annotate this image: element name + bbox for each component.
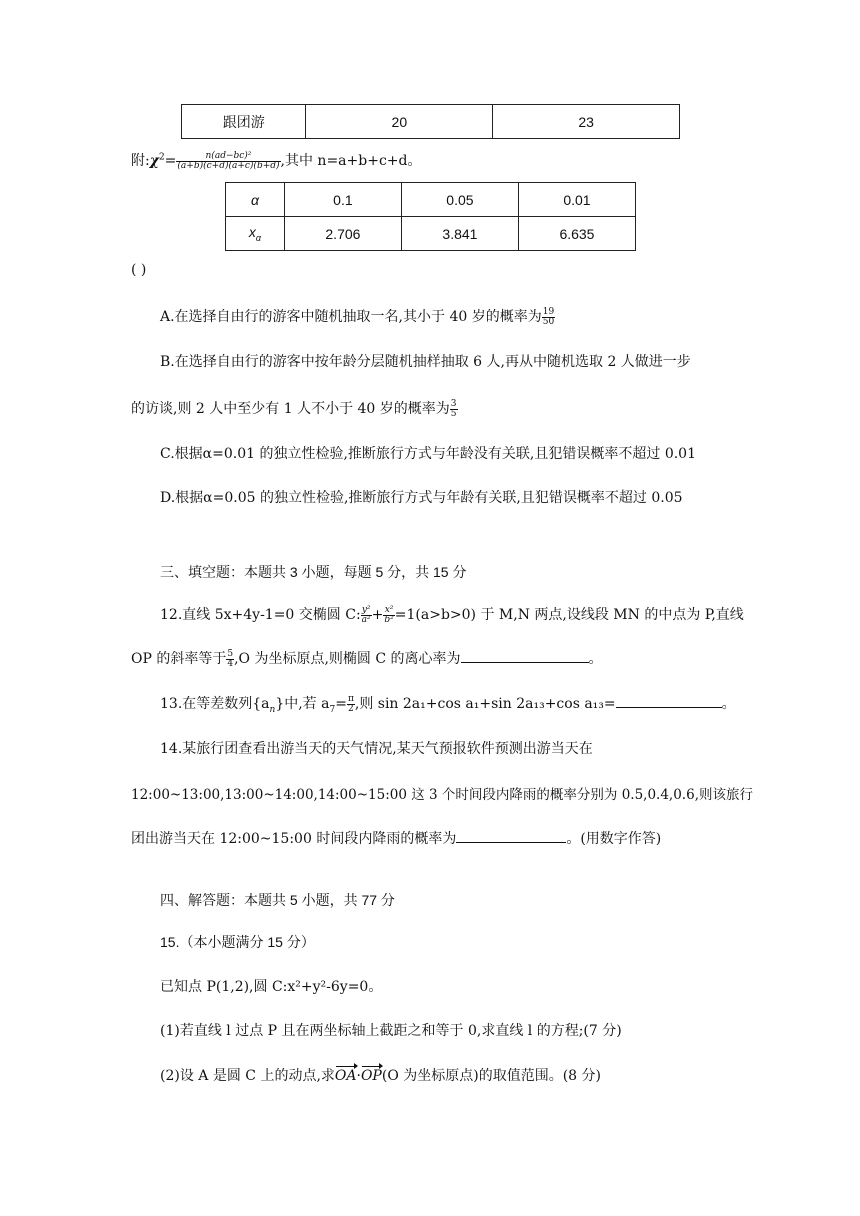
table-cell: 2.706 xyxy=(284,217,401,251)
answer-blank[interactable] xyxy=(616,695,722,708)
vector-op: OP xyxy=(360,1068,382,1084)
table-header-alpha: α xyxy=(226,183,285,217)
table-cell: 0.01 xyxy=(518,183,635,217)
table-row xyxy=(226,183,636,217)
fraction: $\frac{5}{4}$ xyxy=(227,648,234,669)
table-cell: 6.635 xyxy=(518,217,635,251)
question-14-line3: 团出游当天在 12:00~15:00 时间段内降雨的概率为 。(用数字作答) xyxy=(131,831,662,847)
answer-blank[interactable] xyxy=(456,830,566,843)
table-cell: 3.841 xyxy=(401,217,518,251)
question-15-stem: 已知点 P(1,2),圆 C:x²+y²-6y=0。 xyxy=(160,979,383,995)
critical-value-table xyxy=(225,182,636,251)
table-cell-label: 跟团游 xyxy=(182,105,306,139)
fraction: $\frac{3}{5}$ xyxy=(450,398,457,419)
vector-oa: OA xyxy=(334,1068,357,1084)
table-cell: 23 xyxy=(493,105,680,139)
fraction: $\frac{19}{50}$ xyxy=(542,306,555,327)
chi-square-formula: 附$:\chi^2=$ $\frac{\text{n(ad−bc)²}}{(a+b)(c+d)(a+c)(b+d)}$ ,其中 n=a+b+c+d。 xyxy=(131,150,422,171)
fraction: $\frac{\pi}{2}$ xyxy=(347,693,354,714)
fraction: $\frac{\text{y²}}{\text{a²}}$ xyxy=(361,604,371,625)
question-14-line2: 12:00~13:00,13:00~14:00,14:00~15:00 这 3 个时间段内降雨的概率分别为 0.5,0.4,0.6,则该旅行 xyxy=(131,787,753,803)
question-12-line1: 12.直线 5x+4y-1=0 交椭圆 C: $\frac{\text{y²}}{\text{a²}}$ + $\frac{\text{x²}}{\text{b²}}$ =1(a>b>0) 于 M,N 两点,设线段 MN 的中点为 P,直线 xyxy=(160,604,744,625)
table-row xyxy=(226,217,636,251)
section-4-title: 四、解答题：本题共 5 小题，共 77 分 xyxy=(160,892,395,908)
option-d: D.根据α=0.05 的独立性检验,推断旅行方式与年龄有关联,且犯错误概率不超过 0.05 xyxy=(160,490,683,506)
option-b-line2: 的访谈,则 2 人中至少有 1 人不小于 40 岁的概率为 $\frac{3}{5}$ xyxy=(131,398,457,419)
question-12-line2: OP 的斜率等于 $\frac{5}{4}$ ,O 为坐标原点,则椭圆 C 的离心率为 。 xyxy=(131,648,603,669)
question-15-part2: (2)设 A 是圆 C 上的动点,求OA·OP(O 为坐标原点)的取值范围。(8 分) xyxy=(160,1068,601,1084)
question-15-header: 15.（本小题满分 15 分） xyxy=(160,934,315,950)
table-header-x: $x_\alpha$ xyxy=(226,217,285,251)
question-14-line1: 14.某旅行团查看出游当天的天气情况,某天气预报软件预测出游当天在 xyxy=(160,741,593,757)
fraction: $\frac{\text{x²}}{\text{b²}}$ xyxy=(384,604,394,625)
table-cell: 20 xyxy=(306,105,493,139)
question-13: 13.在等差数列$\{a_n\}$中,若 $a_7=$ $\frac{\pi}{2}$ ,则 sin 2a₁+cos a₁+sin 2a₁₃+cos a₁₃= 。 xyxy=(160,693,736,715)
table-cell: 0.1 xyxy=(284,183,401,217)
formula-fraction: $\frac{\text{n(ad−bc)²}}{(a+b)(c+d)(a+c)(b+d)}$ xyxy=(177,150,280,171)
answer-parentheses: ( ) xyxy=(131,262,147,278)
table-row xyxy=(182,105,680,139)
section-3-title: 三、填空题：本题共 3 小题，每题 5 分，共 15 分 xyxy=(160,564,467,580)
frequency-table xyxy=(181,104,680,139)
option-c: C.根据α=0.01 的独立性检验,推断旅行方式与年龄没有关联,且犯错误概率不超过 0.01 xyxy=(160,446,696,462)
option-b-line1: B.在选择自由行的游客中按年龄分层随机抽样抽取 6 人,再从中随机选取 2 人做进一步 xyxy=(160,354,691,370)
table-cell: 0.05 xyxy=(401,183,518,217)
question-15-part1: (1)若直线 l 过点 P 且在两坐标轴上截距之和等于 0,求直线 l 的方程;(7 分) xyxy=(160,1023,622,1039)
answer-blank[interactable] xyxy=(461,650,589,663)
option-a: A.在选择自由行的游客中随机抽取一名,其小于 40 岁的概率为 $\frac{19}{50}$ xyxy=(160,306,555,327)
